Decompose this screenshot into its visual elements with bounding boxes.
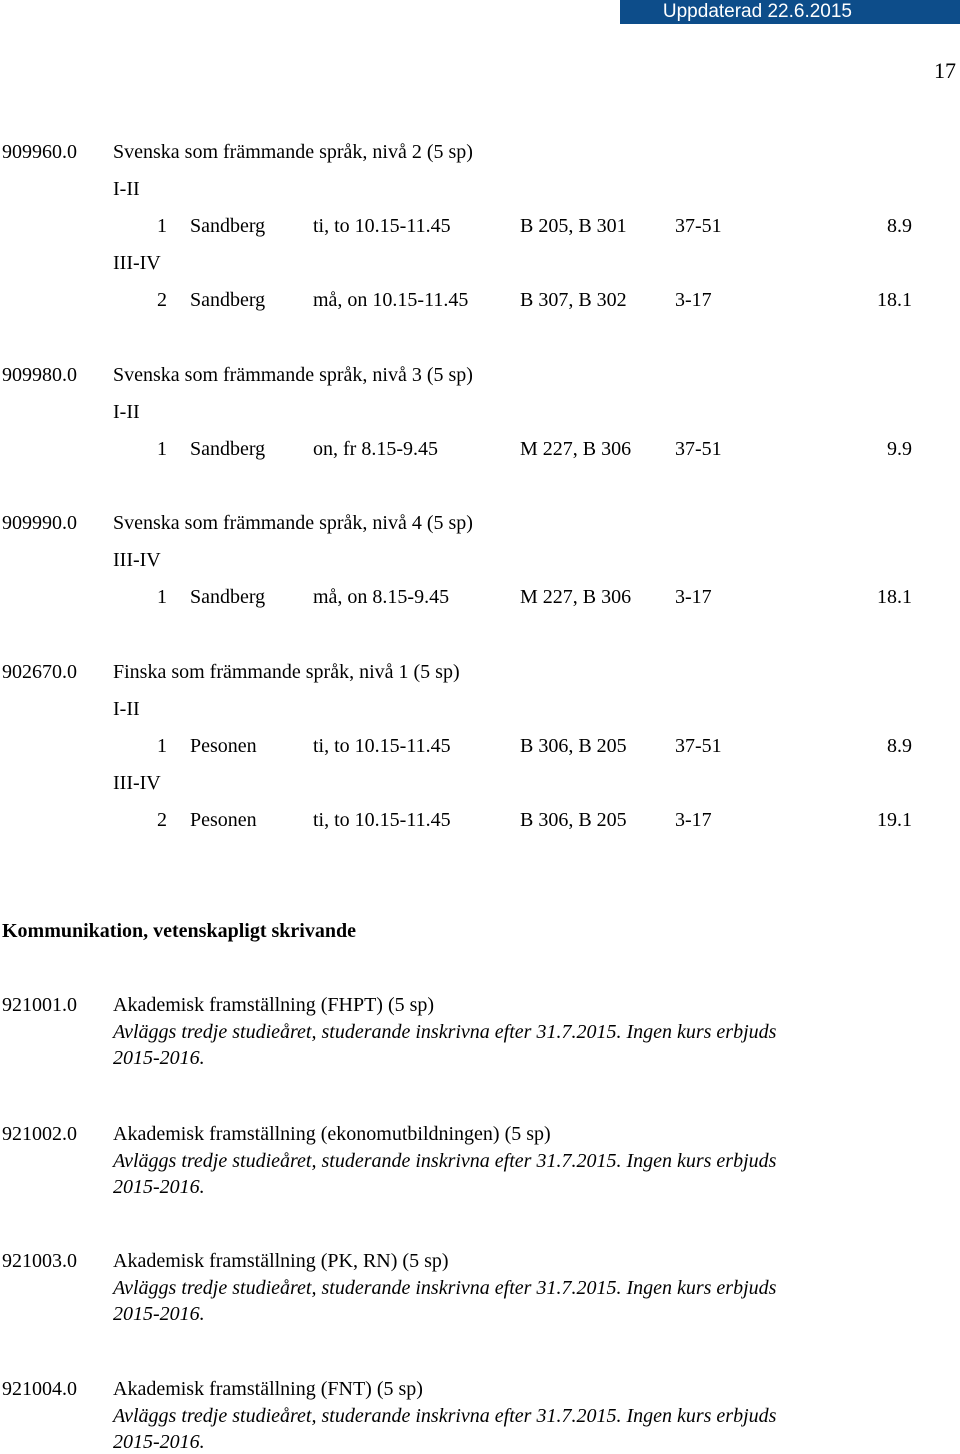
period-label: I-II — [113, 401, 140, 423]
start-date: 8.9 — [887, 735, 912, 757]
course-note: Avläggs tredje studieåret, studerande inskrivna efter 31.7.2015. Ingen kurs erbjuds — [113, 1021, 777, 1043]
course-title: Akademisk framställning (PK, RN) (5 sp) — [113, 1250, 449, 1272]
time: må, on 8.15-9.45 — [313, 586, 450, 608]
group-number: 1 — [157, 735, 167, 757]
group-number: 1 — [157, 438, 167, 460]
start-date: 19.1 — [877, 809, 912, 831]
period-label: III-IV — [113, 252, 161, 274]
course-note: 2015-2016. — [113, 1176, 205, 1198]
teacher: Pesonen — [190, 809, 257, 831]
course-code: 909980.0 — [2, 364, 77, 386]
time: ti, to 10.15-11.45 — [313, 735, 451, 757]
page-number: 17 — [934, 58, 956, 83]
room: B 205, B 301 — [520, 215, 627, 237]
period-label: III-IV — [113, 772, 161, 794]
room: M 227, B 306 — [520, 438, 632, 460]
weeks: 37-51 — [675, 438, 722, 460]
course-title: Akademisk framställning (FNT) (5 sp) — [113, 1378, 423, 1400]
course-title: Svenska som främmande språk, nivå 4 (5 sp) — [113, 512, 473, 534]
course-title: Svenska som främmande språk, nivå 2 (5 sp) — [113, 141, 473, 163]
course-code: 921004.0 — [2, 1378, 77, 1400]
room: M 227, B 306 — [520, 586, 632, 608]
course-note: 2015-2016. — [113, 1047, 205, 1069]
teacher: Pesonen — [190, 735, 257, 757]
room: B 307, B 302 — [520, 289, 627, 311]
weeks: 3-17 — [675, 809, 712, 831]
weeks: 37-51 — [675, 735, 722, 757]
course-title: Akademisk framställning (ekonomutbildningen) (5 sp) — [113, 1123, 551, 1145]
group-number: 1 — [157, 215, 167, 237]
course-code: 902670.0 — [2, 661, 77, 683]
course-code: 909960.0 — [2, 141, 77, 163]
period-label: III-IV — [113, 549, 161, 571]
course-title: Svenska som främmande språk, nivå 3 (5 sp) — [113, 364, 473, 386]
time: ti, to 10.15-11.45 — [313, 215, 451, 237]
teacher: Sandberg — [190, 586, 266, 608]
section-heading: Kommunikation, vetenskapligt skrivande — [2, 920, 356, 942]
course-note: Avläggs tredje studieåret, studerande inskrivna efter 31.7.2015. Ingen kurs erbjuds — [113, 1277, 777, 1299]
weeks: 3-17 — [675, 289, 712, 311]
room: B 306, B 205 — [520, 809, 627, 831]
start-date: 18.1 — [877, 586, 912, 608]
time: må, on 10.15-11.45 — [313, 289, 469, 311]
course-note: 2015-2016. — [113, 1303, 205, 1325]
weeks: 3-17 — [675, 586, 712, 608]
start-date: 8.9 — [887, 215, 912, 237]
course-code: 921001.0 — [2, 994, 77, 1016]
period-label: I-II — [113, 178, 140, 200]
start-date: 9.9 — [887, 438, 912, 460]
course-note: 2015-2016. — [113, 1431, 205, 1453]
weeks: 37-51 — [675, 215, 722, 237]
course-note: Avläggs tredje studieåret, studerande inskrivna efter 31.7.2015. Ingen kurs erbjuds — [113, 1150, 777, 1172]
period-label: I-II — [113, 698, 140, 720]
course-note: Avläggs tredje studieåret, studerande inskrivna efter 31.7.2015. Ingen kurs erbjuds — [113, 1405, 777, 1427]
course-code: 921002.0 — [2, 1123, 77, 1145]
course-code: 921003.0 — [2, 1250, 77, 1272]
group-number: 1 — [157, 586, 167, 608]
course-code: 909990.0 — [2, 512, 77, 534]
group-number: 2 — [157, 289, 167, 311]
start-date: 18.1 — [877, 289, 912, 311]
teacher: Sandberg — [190, 215, 266, 237]
time: on, fr 8.15-9.45 — [313, 438, 438, 460]
group-number: 2 — [157, 809, 167, 831]
course-title: Akademisk framställning (FHPT) (5 sp) — [113, 994, 435, 1016]
course-title: Finska som främmande språk, nivå 1 (5 sp) — [113, 661, 460, 683]
room: B 306, B 205 — [520, 735, 627, 757]
time: ti, to 10.15-11.45 — [313, 809, 451, 831]
teacher: Sandberg — [190, 289, 266, 311]
update-banner: Uppdaterad 22.6.2015 — [620, 0, 960, 24]
teacher: Sandberg — [190, 438, 266, 460]
